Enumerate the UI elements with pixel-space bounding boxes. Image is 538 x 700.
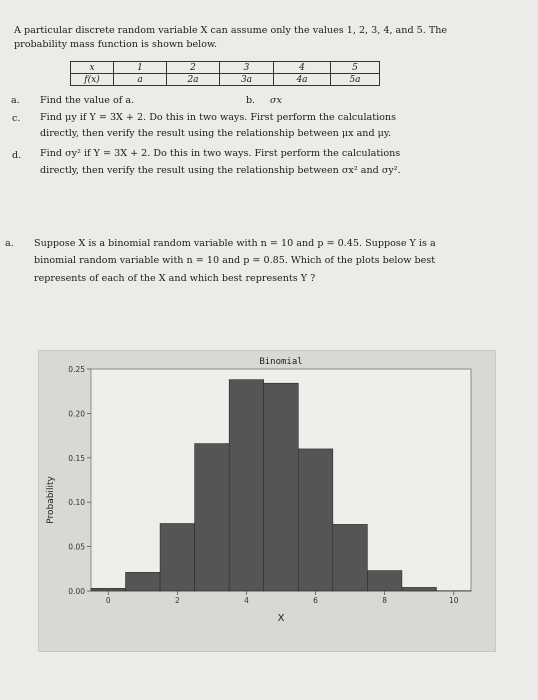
histogram-bar xyxy=(91,588,126,591)
pmf-table-value-row xyxy=(71,74,380,86)
histogram-bar xyxy=(229,380,264,591)
problem2-label: a. xyxy=(5,238,14,249)
histogram-bar xyxy=(126,572,161,591)
x-axis-label: X xyxy=(277,613,285,624)
histogram-bar xyxy=(298,449,333,591)
pmf-value-cell: a xyxy=(114,74,167,86)
part-c-line2: directly, then verify the result using the relationship between μx and μy. xyxy=(40,128,392,139)
part-d-label: d. xyxy=(12,150,22,161)
chart-title: Binomial xyxy=(259,357,303,367)
part-a-text: Find the value of a. xyxy=(40,95,135,106)
histogram-bar xyxy=(160,524,195,591)
binomial-chart xyxy=(38,350,496,652)
x-tick-label: 2 xyxy=(174,596,180,605)
y-tick-label: 0.15 xyxy=(68,453,85,463)
y-tick-label: 0.00 xyxy=(68,587,85,596)
problem2-line3: represents of each of the X and which best represents Y ? xyxy=(34,273,316,284)
pmf-value-cell: 4a xyxy=(274,74,331,86)
problem2-line2: binomial random variable with n = 10 and p = 0.85. Which of the plots below best xyxy=(34,255,436,266)
pmf-header-cell: x xyxy=(71,62,114,74)
part-b-text: σx xyxy=(270,95,282,106)
problem1-intro-line1: A particular discrete random variable X can assume only the values 1, 2, 3, 4, and 5. The xyxy=(14,25,448,36)
pmf-header-cell: 5 xyxy=(331,62,380,74)
x-tick-label: 4 xyxy=(244,596,249,605)
x-tick-label: 8 xyxy=(382,596,388,605)
part-c-label: c. xyxy=(12,113,21,124)
part-c-line1: Find μy if Y = 3X + 2. Do this in two ways. First perform the calculations xyxy=(40,112,397,123)
y-axis-label: Probability xyxy=(46,476,56,524)
pmf-header-cell: 3 xyxy=(220,62,274,74)
x-tick-label: 0 xyxy=(105,596,111,605)
histogram-bar xyxy=(264,383,299,591)
pmf-value-cell: 5a xyxy=(331,74,380,86)
pmf-header-cell: 1 xyxy=(114,62,167,74)
histogram-bar xyxy=(402,587,437,591)
y-tick-label: 0.20 xyxy=(68,409,85,419)
histogram-bar xyxy=(367,571,402,591)
pmf-table xyxy=(70,61,380,86)
pmf-table-header-row xyxy=(71,62,380,74)
pmf-header-cell: 4 xyxy=(274,62,331,74)
y-tick-label: 0.05 xyxy=(68,542,85,552)
part-d-line2: directly, then verify the result using the relationship between σx² and σy². xyxy=(40,165,401,176)
binomial-chart-svg xyxy=(39,351,495,651)
problem2-line1: Suppose X is a binomial random variable with n = 10 and p = 0.45. Suppose Y is a xyxy=(34,238,436,249)
problem1-intro-line2: probability mass function is shown below. xyxy=(14,39,218,50)
x-tick-label: 6 xyxy=(313,596,318,605)
x-tick-label: 10 xyxy=(448,596,459,605)
pmf-value-cell: 3a xyxy=(220,74,274,86)
histogram-bar xyxy=(195,444,230,591)
part-d-line1: Find σy² if Y = 3X + 2. Do this in two ways. First perform the calculations xyxy=(40,148,401,159)
histogram-bar xyxy=(333,524,368,591)
part-b-label: b. xyxy=(246,95,256,106)
y-tick-label: 0.10 xyxy=(68,498,85,508)
pmf-value-cell: f(x) xyxy=(71,74,114,86)
part-a-label: a. xyxy=(11,95,20,106)
pmf-value-cell: 2a xyxy=(167,74,220,86)
y-tick-label: 0.25 xyxy=(68,365,85,374)
pmf-header-cell: 2 xyxy=(167,62,220,74)
